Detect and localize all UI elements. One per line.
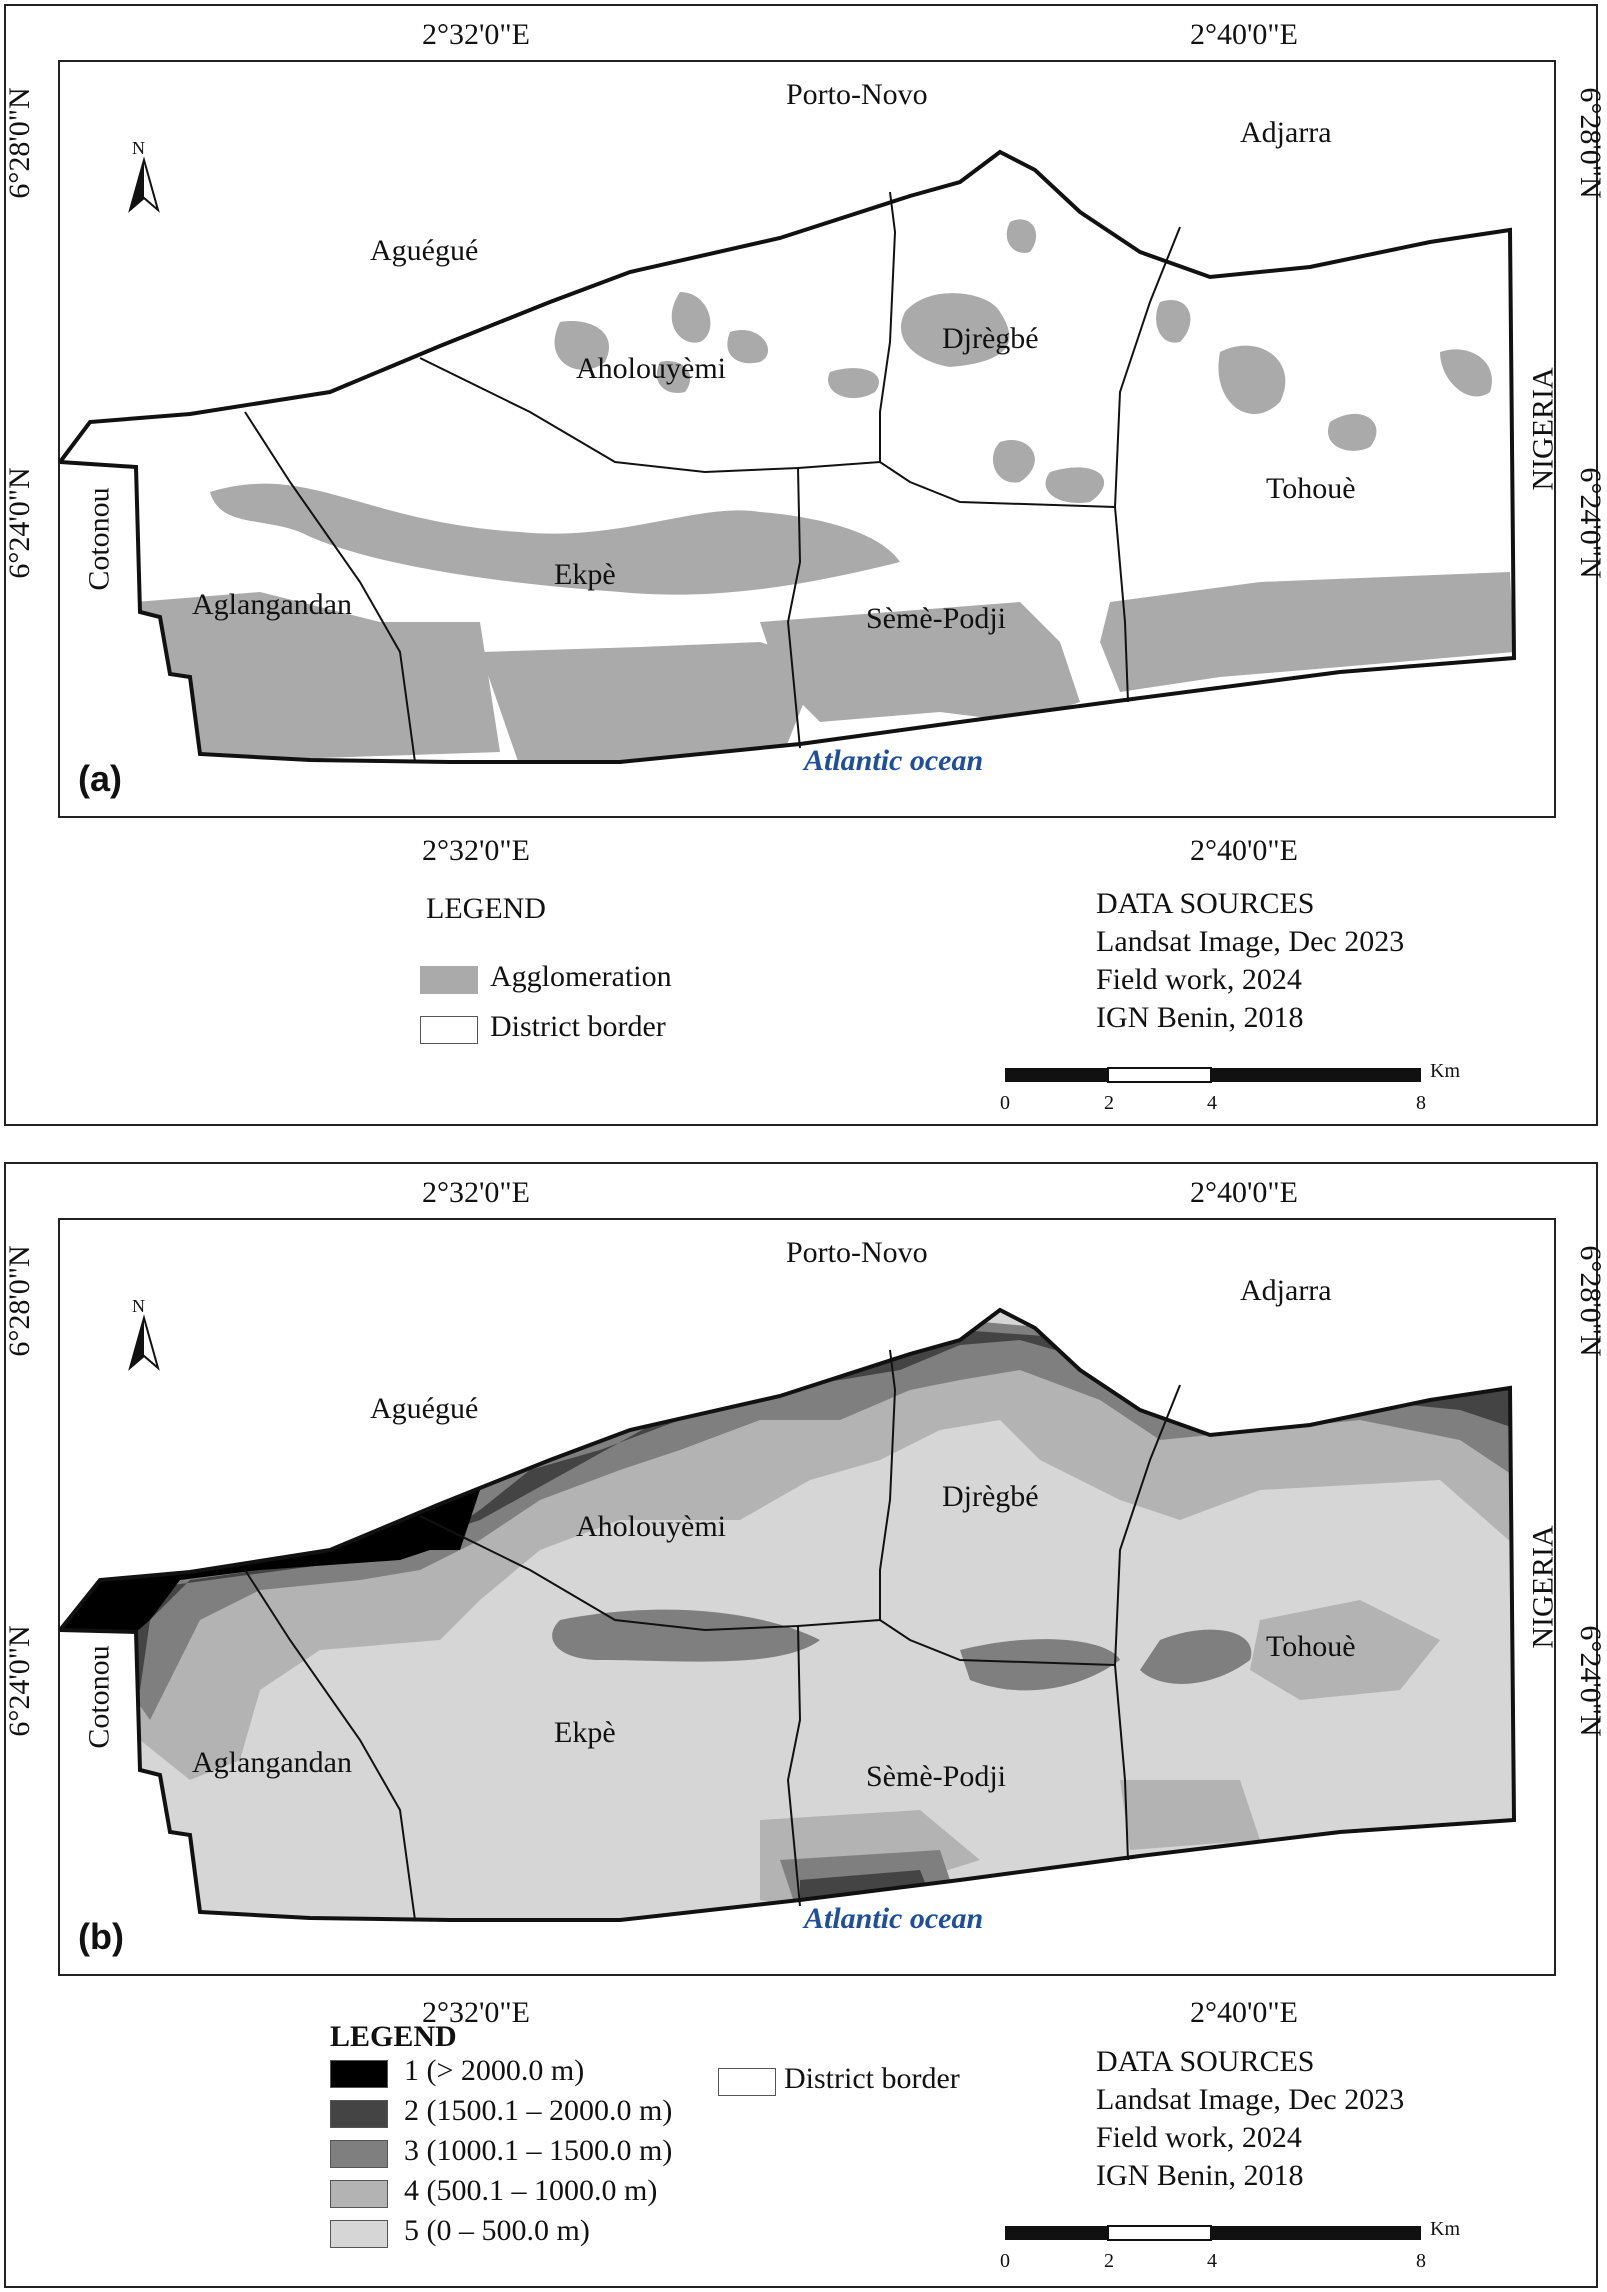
place-aholouyemi: Aholouyèmi [576, 1510, 726, 1543]
place-nigeria: NIGERIA [1526, 367, 1560, 491]
place-tohoue: Tohouè [1266, 472, 1356, 505]
north-arrow-icon [124, 1316, 164, 1372]
north-label: N [132, 138, 145, 158]
place-aglangandan: Aglangandan [192, 588, 352, 621]
ocean-label: Atlantic ocean [804, 744, 984, 777]
place-aguegue: Aguégué [370, 234, 479, 267]
legend-label-agglomeration: Agglomeration [490, 960, 672, 993]
scale-tick-2-b: 2 [1104, 2250, 1114, 2272]
lat-label-right-2: 6°24'0"N [1574, 467, 1607, 579]
map-panel-b [3, 1162, 1607, 2288]
scale-tick-4-a: 4 [1207, 1092, 1217, 1114]
map-panel-a [3, 4, 1607, 1126]
scale-tick-8-a: 8 [1416, 1092, 1426, 1114]
map-b-canvas [60, 1220, 1558, 1978]
legend-swatch-zone-5 [330, 2220, 388, 2248]
place-aguegue: Aguégué [370, 1392, 479, 1425]
legend-label-district-border: District border [784, 2062, 960, 2095]
legend-label-zone-4: 4 (500.1 – 1000.0 m) [404, 2174, 658, 2207]
place-cotonou: Cotonou [82, 487, 116, 591]
place-porto-novo: Porto-Novo [786, 1236, 928, 1269]
place-adjarra: Adjarra [1240, 1274, 1332, 1307]
place-ekpe: Ekpè [554, 558, 616, 591]
panel-label-b: (b) [78, 1916, 124, 1957]
lon-label-top-2: 2°40'0"E [1190, 1176, 1298, 1209]
source-line-2-b: Field work, 2024 [1096, 2121, 1302, 2154]
place-djregbe: Djrègbé [942, 322, 1039, 355]
legend-title-a: LEGEND [426, 892, 546, 925]
legend-label-district-border: District border [490, 1010, 666, 1043]
place-aholouyemi: Aholouyèmi [576, 352, 726, 385]
place-porto-novo: Porto-Novo [786, 78, 928, 111]
legend-swatch-zone-4 [330, 2180, 388, 2208]
legend-title-b: LEGEND [330, 2020, 457, 2053]
lon-label-bottom-1: 2°32'0"E [422, 834, 530, 867]
lon-label-top-1: 2°32'0"E [422, 1176, 530, 1209]
legend-label-zone-3: 3 (1000.1 – 1500.0 m) [404, 2134, 673, 2167]
source-line-2-a: Field work, 2024 [1096, 963, 1302, 996]
place-nigeria: NIGERIA [1526, 1525, 1560, 1649]
legend-swatch-zone-3 [330, 2140, 388, 2168]
lon-label-bottom-1: 2°32'0"E [422, 1996, 530, 2029]
lat-label-left-2: 6°24'0"N [3, 1625, 36, 1737]
legend-swatch-zone-1 [330, 2060, 388, 2088]
lat-label-left-1: 6°28'0"N [3, 87, 36, 199]
map-frame-b [58, 1218, 1560, 1976]
scale-unit-a: Km [1430, 1060, 1460, 1082]
place-aglangandan: Aglangandan [192, 1746, 352, 1779]
map-a-canvas [60, 62, 1558, 820]
lat-label-right-1: 6°28'0"N [1574, 87, 1607, 199]
source-line-3-b: IGN Benin, 2018 [1096, 2159, 1304, 2192]
scale-tick-0-a: 0 [1000, 1092, 1010, 1114]
scale-unit-b: Km [1430, 2218, 1460, 2240]
legend-swatch-agglomeration [420, 966, 478, 994]
map-frame-a [58, 60, 1560, 818]
ocean-label: Atlantic ocean [804, 1902, 984, 1935]
north-arrow-icon [124, 158, 164, 214]
legend-label-zone-5: 5 (0 – 500.0 m) [404, 2214, 590, 2247]
sources-title-a: DATA SOURCES [1096, 887, 1315, 920]
legend-swatch-zone-2 [330, 2100, 388, 2128]
source-line-1-a: Landsat Image, Dec 2023 [1096, 925, 1405, 958]
place-djregbe: Djrègbé [942, 1480, 1039, 1513]
lon-label-bottom-2: 2°40'0"E [1190, 834, 1298, 867]
lat-label-right-2: 6°24'0"N [1574, 1625, 1607, 1737]
lat-label-right-1: 6°28'0"N [1574, 1245, 1607, 1357]
distance-zones [60, 1220, 1558, 1978]
scale-bar-a [1004, 1066, 1424, 1086]
scale-tick-2-a: 2 [1104, 1092, 1114, 1114]
sources-title-b: DATA SOURCES [1096, 2045, 1315, 2078]
panel-label-a: (a) [78, 758, 122, 799]
lat-label-left-2: 6°24'0"N [3, 467, 36, 579]
scale-bar-b [1004, 2224, 1424, 2244]
place-seme-podji: Sèmè-Podji [866, 602, 1006, 635]
place-adjarra: Adjarra [1240, 116, 1332, 149]
source-line-3-a: IGN Benin, 2018 [1096, 1001, 1304, 1034]
legend-label-zone-1: 1 (> 2000.0 m) [404, 2054, 585, 2087]
lat-label-left-1: 6°28'0"N [3, 1245, 36, 1357]
place-seme-podji: Sèmè-Podji [866, 1760, 1006, 1793]
legend-swatch-district-border [420, 1016, 478, 1044]
legend-swatch-district-border [718, 2068, 776, 2096]
scale-tick-4-b: 4 [1207, 2250, 1217, 2272]
source-line-1-b: Landsat Image, Dec 2023 [1096, 2083, 1405, 2116]
place-cotonou: Cotonou [82, 1645, 116, 1749]
lon-label-top-2: 2°40'0"E [1190, 18, 1298, 51]
legend-label-zone-2: 2 (1500.1 – 2000.0 m) [404, 2094, 673, 2127]
place-tohoue: Tohouè [1266, 1630, 1356, 1663]
scale-tick-8-b: 8 [1416, 2250, 1426, 2272]
lon-label-top-1: 2°32'0"E [422, 18, 530, 51]
north-label: N [132, 1296, 145, 1316]
lon-label-bottom-2: 2°40'0"E [1190, 1996, 1298, 2029]
place-ekpe: Ekpè [554, 1716, 616, 1749]
scale-tick-0-b: 0 [1000, 2250, 1010, 2272]
